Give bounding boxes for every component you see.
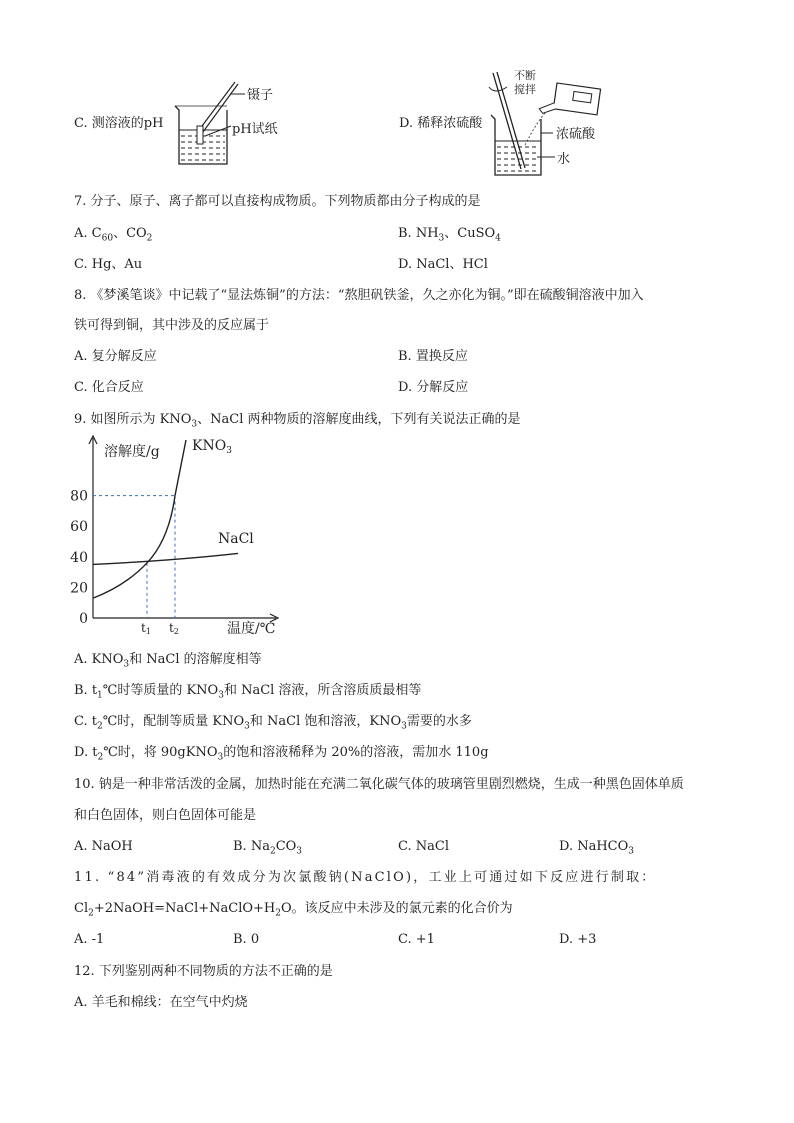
y-tick-label-40: 40 [70,549,88,566]
kno3-curve [93,440,186,598]
q8-option-c: C. 化合反应 [74,380,144,395]
nacl-curve [93,553,238,564]
q10-stem-line2: 和白色固体，则白色固体可能是 [74,808,257,823]
water-label: 水 [557,152,571,167]
q8-option-a: A. 复分解反应 [74,349,157,364]
q10-option-a: A. NaOH [74,839,133,854]
q8-stem-line1: 8. 《梦溪笔谈》中记载了“显法炼铜”的方法：“熬胆矾铁釜，久之亦化为铜。”即在硫酸铜溶液中加入 [74,288,644,303]
q11-stem-line2: $Cl_2+2NaOH=NaCl+NaClO+H_2O$。该反应中未涉及的氯元素的化合价为 [74,901,513,919]
q11-option-b: B. 0 [233,932,260,947]
q7-option-d: D. NaCl、HCl [398,257,488,272]
ph-paper-label: pH试纸 [232,122,278,137]
q7-stem: 7. 分子、原子、离子都可以直接构成物质。下列物质都由分子构成的是 [74,194,481,209]
y-tick-label-0: 0 [79,611,88,627]
x-tick-label-t2: t2 [169,621,179,636]
q9-option-c: C. $t_2℃$时，配制等质量 $KNO_3$和 NaCl 饱和溶液，$KNO_3$需要的水多 [74,714,472,732]
option-c-label: C. 测溶液的pH [74,116,164,131]
q9-option-a: A. $KNO_3$和 NaCl 的溶解度相等 [74,652,262,670]
q7-option-c: C. Hg、Au [74,257,143,272]
q8-option-d: D. 分解反应 [398,380,469,395]
x-tick-label-t1: t1 [141,621,151,636]
q9-stem: 9. 如图所示为 $KNO_3$、NaCl 两种物质的溶解度曲线，下列有关说法正确的是 [74,412,521,430]
kno3-series-label: $KNO_3$ [192,438,232,456]
q7-option-b: B. $NH_3$、CuSO$_4$ [398,226,501,244]
q10-option-d: D. NaHCO$_3$ [559,839,635,857]
tweezers-label: 镊子 [247,88,274,103]
q10-option-b: B. $Na_2CO_3$ [233,839,303,857]
nacl-series-label: NaCl [218,531,254,547]
q11-option-a: A. -1 [74,932,105,947]
q11-option-c: C. +1 [398,932,435,947]
q12-stem: 12. 下列鉴别两种不同物质的方法不正确的是 [74,964,333,979]
q8-option-b: B. 置换反应 [398,349,468,364]
q10-option-c: C. NaCl [398,839,449,854]
q7-option-a: A. $C_{60}$、$CO_2$ [74,226,153,244]
chart-ylabel: 溶解度/g [104,444,160,460]
stir-label-2: 搅拌 [514,83,536,96]
q8-stem-line2: 铁可得到铜，其中涉及的反应属于 [74,318,270,333]
q10-stem-line1: 10. 钠是一种非常活泼的金属，加热时能在充满二氧化碳气体的玻璃管里剧烈燃烧，生成一种黑色固体单质 [74,777,684,792]
option-d-label: D. 稀释浓硫酸 [399,116,483,131]
solubility-chart [60,432,300,644]
q11-option-d: D. +3 [559,932,597,947]
q12-option-a: A. 羊毛和棉线：在空气中灼烧 [74,995,248,1010]
dilute-acid-figure [485,65,615,180]
q9-option-d: D. $t_2℃$时，将 90gKNO$_3$的饱和溶液稀释为 20%的溶液，需加水 110g [74,745,489,763]
y-tick-label-80: 80 [70,488,88,505]
q9-option-b: B. $t_1℃$时等质量的 $KNO_3$和 NaCl 溶液，所含溶质质最相等 [74,683,422,701]
stir-label-1: 不断 [514,69,536,82]
y-tick-label-20: 20 [70,580,88,597]
y-tick-label-60: 60 [70,519,88,536]
q11-stem-line1: 11. “84”消毒液的有效成分为次氯酸钠(NaClO)，工业上可通过如下反应进行制取： [74,870,657,885]
conc-acid-label: 浓硫酸 [556,127,596,142]
chart-xlabel: 温度/℃ [227,621,276,637]
